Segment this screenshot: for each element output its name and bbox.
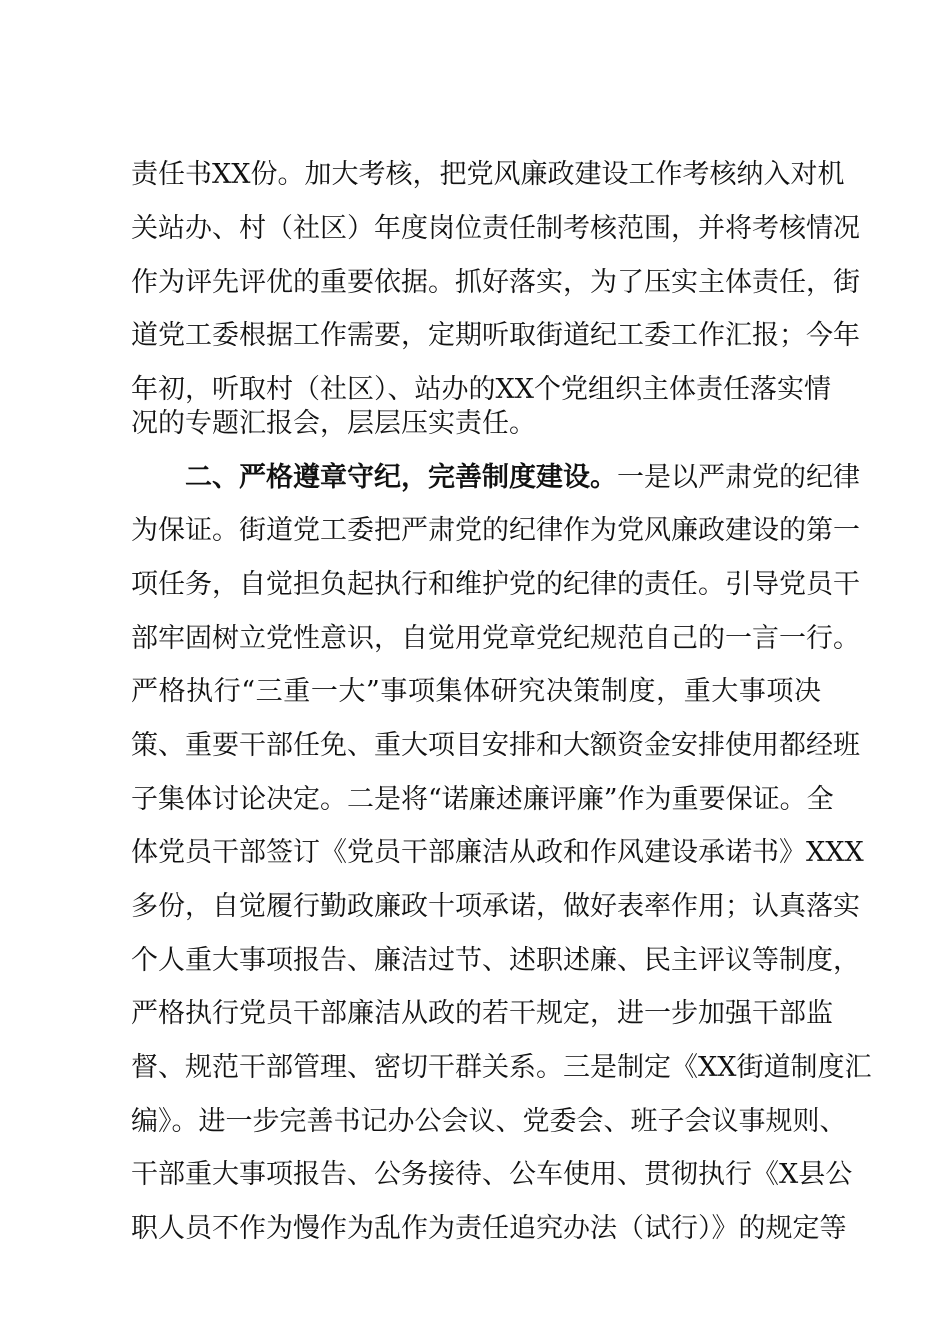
paragraph-2-line-2: 为保证。街道党工委把严肃党的纪律作为党风廉政建设的第一 [131,515,860,546]
section-heading: 二、严格遵章守纪，完善制度建设。 [185,462,617,493]
paragraph-1-line-3: 作为评先评优的重要依据。抓好落实，为了压实主体责任，街 [131,267,860,298]
paragraph-1-line-6: 况的专题汇报会，层层压实责任。 [131,408,536,439]
paragraph-2-line-15: 职人员不作为慢作为乱作为责任追究办法（试行）》的规定等 [131,1213,847,1244]
paragraph-2-line-1 [185,458,860,498]
paragraph-2-line-7: 子集体讨论决定。二是将“诺廉述廉评廉”作为重要保证。全 [131,784,834,815]
paragraph-1-line-2: 关站办、村（社区）年度岗位责任制考核范围，并将考核情况 [131,213,860,244]
paragraph-2-line-12: 督、规范干部管理、密切干群关系。三是制定《XX街道制度汇 [131,1052,872,1083]
paragraph-1-line-4: 道党工委根据工作需要，定期听取街道纪工委工作汇报；今年 [131,320,860,351]
paragraph-2-line-10: 个人重大事项报告、廉洁过节、述职述廉、民主评议等制度， [131,945,860,976]
paragraph-1-line-1: 责任书XX份。加大考核，把党风廉政建设工作考核纳入对机 [131,159,845,190]
paragraph-2-line-8: 体党员干部签订《党员干部廉洁从政和作风建设承诺书》XXX [131,837,864,868]
paragraph-2-line-4: 部牢固树立党性意识，自觉用党章党纪规范自己的一言一行。 [131,623,860,654]
paragraph-2-line-13: 编》。进一步完善书记办公会议、党委会、班子会议事规则、 [131,1106,847,1137]
paragraph-2-line-11: 严格执行党员干部廉洁从政的若干规定，进一步加强干部监 [131,998,833,1029]
paragraph-2-line-1-rest: 一是以严肃党的纪律 [617,462,860,493]
paragraph-2-line-9: 多份，自觉履行勤政廉政十项承诺，做好表率作用；认真落实 [131,891,860,922]
paragraph-2-line-5: 严格执行“三重一大”事项集体研究决策制度，重大事项决 [131,676,821,707]
paragraph-2-line-3: 项任务，自觉担负起执行和维护党的纪律的责任。引导党员干 [131,569,860,600]
paragraph-1-line-5: 年初，听取村（社区）、站办的XX个党组织主体责任落实情 [131,374,831,405]
paragraph-2-line-14: 干部重大事项报告、公务接待、公车使用、贯彻执行《X县公 [131,1159,853,1190]
paragraph-2-line-6: 策、重要干部任免、重大项目安排和大额资金安排使用都经班 [131,730,860,761]
